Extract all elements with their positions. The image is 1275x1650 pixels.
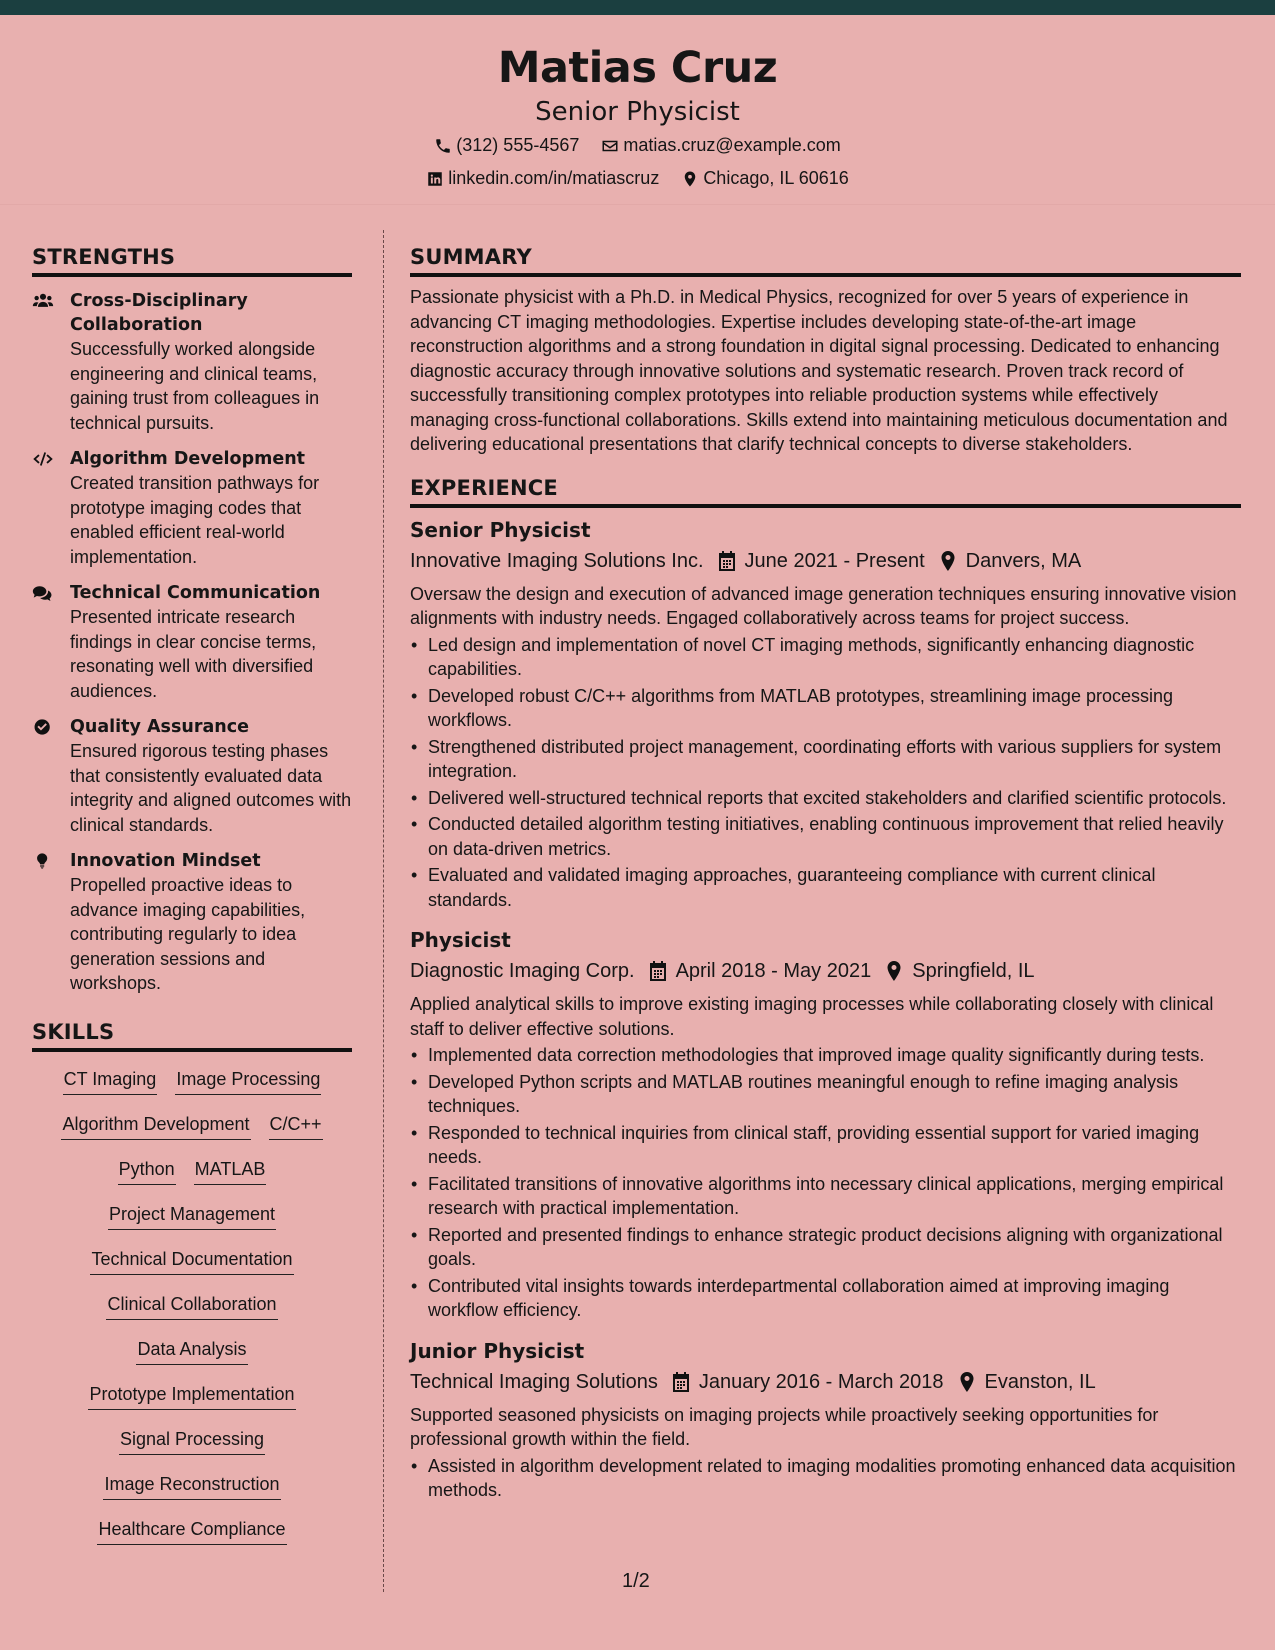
skills-list <box>32 1066 352 1561</box>
bullet-item: • Developed robust C/C++ algorithms from MATLAB prototypes, streamlining image processing workflows. <box>410 684 1241 733</box>
candidate-name: Matias Cruz <box>497 43 778 93</box>
job-description: Oversaw the design and execution of advanced image generation techniques ensuring innovative vision alignments with industry needs. Engaged collaboratively across teams for project success. <box>410 583 1237 628</box>
page-number: 1/2 <box>622 1570 650 1592</box>
job-meta <box>410 546 1241 576</box>
calendar-icon <box>718 551 736 571</box>
bullet-item: • Facilitated transitions of innovative algorithms into necessary clinical applications, merging empirical research with practical implementation. <box>410 1172 1241 1221</box>
email-text: matias.cruz@example.com <box>623 135 841 155</box>
job-company: Innovative Imaging Solutions Inc. <box>410 549 704 572</box>
right-column <box>410 245 1241 1505</box>
skill-tag: Technical Documentation <box>90 1246 293 1275</box>
skill-row <box>32 1471 352 1516</box>
skill-row <box>32 1066 352 1111</box>
top-accent-bar <box>0 0 1275 15</box>
skill-tag: Project Management <box>108 1201 276 1230</box>
job-title: Junior Physicist <box>410 1338 585 1363</box>
job-dates: April 2018 - May 2021 <box>675 960 872 982</box>
skills-heading: SKILLS <box>32 1020 352 1052</box>
job-description: Applied analytical skills to improve existing imaging processes while collaborating closely with clinical staff to deliver effective solutions. <box>410 994 1214 1039</box>
strengths-heading: STRENGTHS <box>32 245 352 277</box>
job-description: Supported seasoned physicists on imaging projects while proactively seeking opportunities for professional growth within the field. <box>410 1404 1159 1449</box>
job-dates: June 2021 - Present <box>744 549 925 572</box>
bullet-item: • Delivered well-structured technical reports that excited stakeholders and clarified scientific protocols. <box>410 786 1241 811</box>
phone-text: (312) 555-4567 <box>456 135 580 155</box>
check-circle-icon <box>32 717 54 737</box>
job-location: Springfield, IL <box>912 960 1035 982</box>
column-divider <box>383 230 384 1592</box>
job-meta <box>410 956 1241 986</box>
summary-text: Passionate physicist with a Ph.D. in Medical Physics, recognized for over 5 years of experience in advancing CT imaging methodologies. Expertise includes developing state-of-the-art image reconstruction algorithms and a strong foundation in digital signal processing. Dedicated to enhancing diagnostic accuracy through innovative solutions and systematic research. Proven track record of successfully transitioning complex prototypes into reliable production systems while effectively managing cross-functional collaborations. Skills extend into maintaining meticulous documentation and delivering educational presentations that clarify technical concepts to diverse stakeholders. <box>410 287 1228 454</box>
strength-desc: Successfully worked alongside engineering and clinical teams, gaining trust from colleagues in technical pursuits. <box>70 339 320 433</box>
strength-head: Cross-Disciplinary Collaboration <box>70 291 248 335</box>
envelope-icon <box>601 137 619 155</box>
skill-row <box>32 1381 352 1426</box>
strength-item <box>32 581 352 703</box>
job-entry <box>410 516 1241 913</box>
skill-tag: Data Analysis <box>136 1336 247 1365</box>
summary-heading: SUMMARY <box>410 245 1241 277</box>
skill-row <box>32 1336 352 1381</box>
job-bullets <box>410 1454 1241 1503</box>
bullet-item: • Reported and presented findings to enhance strategic product decisions aligning with organizational goals. <box>410 1223 1241 1272</box>
location-text: Chicago, IL 60616 <box>703 168 849 188</box>
strength-head: Technical Communication <box>70 583 321 603</box>
job-title: Physicist <box>410 928 511 952</box>
strength-item <box>32 289 352 435</box>
strength-desc: Presented intricate research findings in clear concise terms, resonating well with diversified audiences. <box>70 607 317 701</box>
experience-heading: EXPERIENCE <box>410 476 1241 508</box>
job-meta <box>410 1367 1241 1397</box>
bullet-item: • Assisted in algorithm development related to imaging modalities promoting enhanced data acquisition methods. <box>410 1454 1241 1503</box>
strength-item <box>32 715 352 837</box>
bullet-item: • Developed Python scripts and MATLAB routines meaningful enough to refine imaging analysis techniques. <box>410 1070 1241 1119</box>
bullet-item: • Implemented data correction methodologies that improved image quality significantly during tests. <box>410 1043 1241 1068</box>
map-marker-icon <box>958 1372 976 1392</box>
bullet-item: • Strengthened distributed project management, coordinating efforts with various suppliers for system integration. <box>410 735 1241 784</box>
skill-row <box>32 1111 352 1156</box>
bullet-item: • Conducted detailed algorithm testing initiatives, enabling continuous improvement that relied heavily on data-driven metrics. <box>410 812 1241 861</box>
job-entry <box>410 1337 1241 1503</box>
bullet-item: • Evaluated and validated imaging approaches, guaranteeing compliance with current clinical standards. <box>410 863 1241 912</box>
skill-row <box>32 1156 352 1201</box>
contact-row-2 <box>0 168 1275 189</box>
candidate-title: Senior Physicist <box>535 97 740 127</box>
skill-row <box>32 1291 352 1336</box>
resume-header <box>0 15 1275 205</box>
job-location: Danvers, MA <box>965 549 1082 572</box>
strength-desc: Ensured rigorous testing phases that consistently evaluated data integrity and aligned outcomes with clinical standards. <box>70 741 352 835</box>
strength-desc: Propelled proactive ideas to advance imaging capabilities, contributing regularly to idea generation sessions and workshops. <box>70 875 306 993</box>
location-contact <box>681 168 848 189</box>
strength-head: Algorithm Development <box>70 449 306 469</box>
bullet-item: • Responded to technical inquiries from clinical staff, providing essential support for varied imaging needs. <box>410 1121 1241 1170</box>
skill-tag: Python <box>118 1156 176 1185</box>
map-marker-icon <box>681 170 699 188</box>
skill-tag: C/C++ <box>269 1111 323 1140</box>
lightbulb-icon <box>32 851 54 871</box>
strength-head: Innovation Mindset <box>70 851 261 871</box>
skill-tag: Clinical Collaboration <box>106 1291 277 1320</box>
skill-tag: Prototype Implementation <box>88 1381 295 1410</box>
skill-row <box>32 1246 352 1291</box>
job-bullets <box>410 633 1241 913</box>
users-icon <box>32 291 54 311</box>
linkedin-icon <box>426 170 444 188</box>
bullet-item: • Led design and implementation of novel CT imaging methods, significantly enhancing diagnostic capabilities. <box>410 633 1241 682</box>
skill-tag: MATLAB <box>194 1156 267 1185</box>
skill-tag: CT Imaging <box>63 1066 158 1095</box>
skill-row <box>32 1201 352 1246</box>
linkedin-text: linkedin.com/in/matiascruz <box>448 168 660 188</box>
skill-row <box>32 1426 352 1471</box>
strength-item <box>32 447 352 569</box>
bullet-item: • Contributed vital insights towards interdepartmental collaboration aimed at improving imaging workflow efficiency. <box>410 1274 1241 1323</box>
phone-contact[interactable] <box>434 135 579 156</box>
skill-tag: Image Processing <box>175 1066 321 1095</box>
job-company: Diagnostic Imaging Corp. <box>410 960 635 982</box>
skill-row <box>32 1516 352 1561</box>
phone-icon <box>434 137 452 155</box>
skill-tag: Healthcare Compliance <box>97 1516 286 1545</box>
map-marker-icon <box>939 551 957 571</box>
comments-icon <box>32 583 54 603</box>
left-column <box>32 245 352 1561</box>
job-dates: January 2016 - March 2018 <box>698 1370 944 1393</box>
strength-head: Quality Assurance <box>70 717 249 737</box>
strength-desc: Created transition pathways for prototype imaging codes that enabled efficient real-world implementation. <box>70 473 320 567</box>
email-contact[interactable] <box>601 135 840 156</box>
job-entry <box>410 926 1241 1323</box>
job-location: Evanston, IL <box>984 1370 1096 1393</box>
strength-item <box>32 849 352 996</box>
job-company: Technical Imaging Solutions <box>410 1370 658 1393</box>
map-marker-icon <box>885 961 903 981</box>
skill-tag: Signal Processing <box>119 1426 265 1455</box>
code-icon <box>32 449 54 469</box>
job-title: Senior Physicist <box>410 517 591 542</box>
skill-tag: Image Reconstruction <box>103 1471 280 1500</box>
calendar-icon <box>649 961 667 981</box>
calendar-icon <box>672 1372 690 1392</box>
contact-row-1 <box>0 135 1275 156</box>
skill-tag: Algorithm Development <box>61 1111 250 1140</box>
linkedin-contact[interactable] <box>426 168 659 189</box>
job-bullets <box>410 1043 1241 1323</box>
